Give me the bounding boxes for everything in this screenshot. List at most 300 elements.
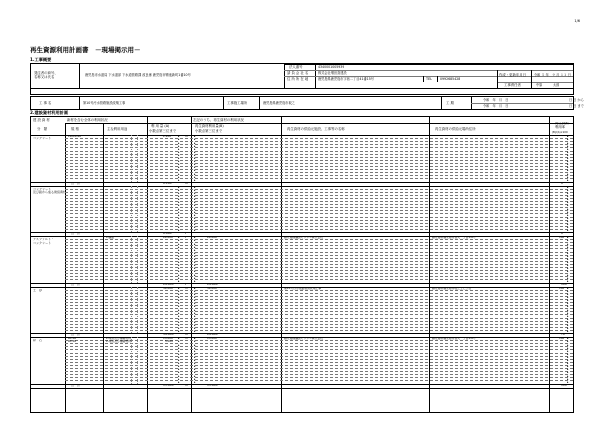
table-row [65,159,573,164]
unit-mark: ▸ [194,168,196,173]
table-row [65,324,573,325]
period-label: 工 期 [446,101,454,105]
unit-mark: ▸ [194,200,196,205]
unit-mark: ▸ [178,241,180,246]
unit-mark: ▸ [178,329,180,334]
unit-mark: ▸ [178,345,180,350]
unit-mark: ▸ [194,342,196,347]
client-value: 鹿児島市水道局 下水道部 下水道管路課 改良係 鹿児島市鴨池新町1番10号 [85,73,191,77]
second-row-use: 2.埋戻及び基礎材料 [106,340,132,344]
total-rate: 70 [561,333,565,337]
unit-mark: ▸ [194,209,196,214]
total-unit: m³ [185,333,190,337]
rate-mark: ▸ [567,146,569,151]
unit-mark: ▸ [178,146,180,151]
unit-mark: ▸ [194,370,196,375]
unit-mark: ▸ [178,222,180,226]
unit-mark: ▸ [178,367,180,372]
rate-mark: ▸ [567,292,569,296]
rate-mark: ▸ [567,364,569,369]
header-amount-precision: 小数点第三位まで [149,129,177,133]
unit-mark: ▸ [194,253,196,258]
unit-mark: ▸ [194,149,196,154]
unit-mark: ▸ [178,285,180,290]
unit-mark: ▸ [178,354,180,359]
unit-mark: ▸ [194,329,196,334]
rate-mark: ▸ [567,326,569,331]
table-row [65,154,573,155]
dotted-guide [137,287,138,334]
unit-mark: ▸ [194,177,196,182]
table-row [65,258,573,259]
unit-mark: ▸ [194,156,196,160]
unit-mark: ▸ [194,373,196,378]
table-row [65,141,573,142]
unit-mark: ▸ [194,364,196,369]
rate-mark: ▸ [567,370,569,375]
first-row-address: 鹿児島県鹿児島市喜入一丁目1-8号 [432,236,476,240]
period-to-end: 日 日 まで [569,104,584,108]
table-row [65,343,573,344]
first-row-rate: 100 [559,337,565,341]
unit-mark: ▸ [194,225,196,230]
unit-mark: ▸ [178,137,180,142]
unit-mark: ▸ [194,235,196,240]
unit-mark: ▸ [194,351,196,356]
unit-mark: ▸ [178,209,180,214]
project-overview-table [30,63,574,95]
tel-label: TEL [426,77,433,81]
unit-mark: ▸ [178,298,180,303]
rate-mark: ▸ [567,177,569,182]
table-row [65,290,573,291]
unit-mark: ▸ [178,247,180,252]
rate-mark: ▸ [567,266,569,271]
rate-mark: ▸ [567,358,569,362]
group-bottom [31,186,573,187]
unit-mark: ▸ [194,257,196,261]
total-rate: 100 [561,282,567,286]
site-manager-label: 工事責任者 [504,83,521,87]
total-amount: 0.100 [163,181,172,185]
rate-mark: ▸ [567,348,569,353]
tel-value: 0992685428 [440,77,461,81]
rate-mark: ▸ [567,313,569,318]
table-row [65,370,573,375]
rate-mark: ▸ [567,152,569,157]
unit-mark: ▸ [178,301,180,306]
rate-mark: ▸ [567,379,569,384]
table-row [65,361,573,366]
first-row-spec: RC-40 [68,337,77,341]
unit-mark: ▸ [194,304,196,309]
unit-mark: ▸ [194,165,196,170]
rate-mark: ▸ [567,137,569,142]
first-row-supplier: 第10号汚水管路施設改築工事 [284,286,322,290]
rate-mark: ▸ [567,165,569,170]
rate-mark: ▸ [567,316,569,321]
unit-mark: ▸ [178,313,180,318]
table-row [65,228,573,233]
unit-mark: ▸ [194,174,196,179]
rate-mark: ▸ [567,288,569,293]
unit-mark: ▸ [194,134,196,139]
unit-mark: ▸ [178,156,180,160]
table-row [65,272,573,277]
second-row-spec: RC-40 [68,340,77,344]
total-unit: m³ [185,181,190,185]
unit-mark: ▸ [178,206,180,211]
dotted-guide [131,337,132,384]
unit-mark: ▸ [178,361,180,366]
rate-mark: ▸ [567,323,569,327]
unit-mark: ▸ [194,379,196,384]
section2-heading: 2.建設資材利用計画 [30,110,69,115]
unit-mark: ▸ [178,253,180,258]
group-name: 砕 石 [33,339,43,342]
first-row-amount: 15.000 [163,337,173,341]
header-supplier: 再生資材の供給元施設、工事等の名称 [287,127,345,131]
header-amount: 利 用 量 (A) [151,124,170,128]
rate-mark: ▸ [567,203,569,208]
total-unit: t [185,232,187,236]
unit-mark: ▸ [178,260,180,265]
unit-mark: ▸ [178,134,180,139]
first-row-address: 鹿児島県鹿児島市喜入一丁目1-8号 [432,337,476,341]
unit-mark: ▸ [178,165,180,170]
unit-mark: ▸ [178,212,180,217]
unit-mark: ▸ [178,149,180,154]
unit-mark: ▸ [178,143,180,148]
contractor-value: 株式会社増田喜建設 [318,71,347,75]
unit-mark: ▸ [194,288,196,293]
rate-mark: ▸ [567,310,569,315]
rate-mark: ▸ [567,298,569,303]
table-row [65,329,573,334]
unit-mark: ▸ [194,197,196,202]
table-row [65,157,573,158]
first-row-unit: t [185,236,187,240]
group-name: アスファルト・ コンクリート [33,238,54,245]
rate-mark: ▸ [567,143,569,148]
unit-mark: ▸ [194,376,196,381]
table-row [65,301,573,306]
unit-mark: ▸ [194,250,196,255]
table-row [65,295,573,300]
rate-mark: ▸ [567,263,569,268]
rate-mark: ▸ [567,215,569,220]
unit-mark: ▸ [194,228,196,233]
first-row-rate: 100 [559,236,565,240]
table-row [65,244,573,249]
header-use: 主な利用用途 [107,127,128,131]
unit-mark: ▸ [178,266,180,271]
created-date-label: 作成・更新年月日 [499,73,527,77]
site-location-value: 鹿児島県鹿児島市坂之 [263,101,295,105]
unit-mark: ▸ [178,358,180,362]
table-row [65,255,573,256]
total-label: 合 計 [71,181,81,185]
table-row [65,364,573,369]
dotted-guide [137,337,138,384]
header-rate: 再生資源 利用率 [555,122,569,129]
rate-mark: ▸ [567,367,569,372]
unit-mark: ▸ [194,301,196,306]
unit-mark: ▸ [178,263,180,268]
unit-mark: ▸ [194,222,196,226]
group-name: 土 砂 [33,288,43,292]
unit-mark: ▸ [194,313,196,318]
unit-mark: ▸ [178,319,180,324]
total-recycled: 15.000 [207,383,218,387]
first-row-address: 鹿児島県鹿児島市坂之上七丁目 [432,286,472,290]
header-material: 建 設 資 材 [33,118,50,122]
header-divider [65,123,573,124]
rate-mark: ▸ [567,304,569,309]
unit-mark: ▸ [194,316,196,321]
rate-mark: ▸ [567,235,569,240]
rate-mark: ▸ [567,342,569,347]
unit-mark: ▸ [194,152,196,157]
first-row-recycled: 34.000 [207,286,217,290]
rate-mark: ▸ [567,159,569,164]
rate-mark: ▸ [567,241,569,246]
rate-mark: ▸ [567,319,569,324]
unit-mark: ▸ [178,159,180,164]
table-row [65,374,573,375]
header-class: 分 類 [37,127,48,131]
rate-mark: ▸ [567,149,569,154]
total-unit: m³ [185,383,190,387]
total-label: 合 計 [71,333,81,337]
rate-mark: ▸ [567,269,569,274]
table-row [65,242,573,243]
unit-mark: ▸ [178,218,180,223]
group-bottom [31,388,573,389]
unit-mark: ▸ [194,323,196,327]
unit-mark: ▸ [194,336,196,341]
unit-mark: ▸ [178,174,180,179]
table-row [65,293,573,294]
dotted-guide [137,236,138,283]
section1-heading: 1.工事概要 [30,57,52,62]
first-row-amount: 24.000 [163,236,173,240]
table-row [65,217,573,218]
registration-no-value: 4340001005939 [318,65,345,69]
rate-mark: ▸ [567,222,569,226]
first-row-spec: 21N-8-40 [68,135,82,139]
rate-mark: ▸ [567,307,569,312]
first-row-supplier: 鹿児島高舗装センター株式会社 [284,337,324,341]
unit-mark: ▸ [194,162,196,167]
table-row [65,252,573,253]
unit-mark: ▸ [194,339,196,344]
unit-mark: ▸ [194,361,196,366]
table-row [65,192,573,193]
table-row [65,241,573,246]
table-row [65,174,573,179]
total-row-top [31,384,573,385]
table-row [65,172,573,173]
rate-mark: ▸ [567,275,569,280]
rate-mark: ▸ [567,228,569,233]
table-row [65,308,573,309]
unit-mark: ▸ [178,295,180,300]
total-rate: 100 [561,383,567,387]
dotted-guide [137,186,138,233]
unit-mark: ▸ [194,285,196,290]
table-row [65,189,573,190]
unit-mark: ▸ [178,225,180,230]
unit-mark: ▸ [178,288,180,293]
unit-mark: ▸ [178,307,180,312]
rate-mark: ▸ [567,376,569,381]
rate-mark: ▸ [567,257,569,261]
total-recycled: 24.000 [207,282,218,286]
first-row-recycled: 24.000 [207,236,217,240]
total-label: 合 計 [71,232,81,236]
rate-mark: ▸ [567,187,569,192]
table-row [65,171,573,176]
rate-mark: ▸ [567,171,569,176]
unit-mark: ▸ [194,278,196,283]
table-row [65,220,573,221]
table-row [65,345,573,350]
rate-mark: ▸ [567,247,569,252]
rate-mark: ▸ [567,156,569,160]
table-row [65,260,573,265]
total-amount: 0.000 [163,232,172,236]
unit-mark: ▸ [178,326,180,331]
unit-mark: ▸ [194,206,196,211]
dotted-guide [131,135,132,182]
table-row [65,321,573,322]
table-row [65,275,573,280]
rate-mark: ▸ [567,244,569,249]
total-label: 合 計 [71,383,81,387]
first-row-rate: 100 [559,286,565,290]
unit-mark: ▸ [194,212,196,217]
unit-mark: ▸ [194,218,196,223]
unit-mark: ▸ [194,292,196,296]
header-usage: 新材を含む全体の利用状況 [67,118,108,122]
total-rate: 0 [561,232,563,236]
unit-mark: ▸ [178,257,180,261]
unit-mark: ▸ [194,238,196,243]
table-row [65,367,573,372]
table-row [65,353,573,354]
total-rate: 0 [561,181,563,185]
unit-mark: ▸ [178,244,180,249]
table-row [65,151,573,152]
rate-mark: ▸ [567,272,569,277]
rate-mark: ▸ [567,209,569,214]
unit-mark: ▸ [178,171,180,176]
unit-mark: ▸ [178,228,180,233]
unit-mark: ▸ [194,159,196,164]
unit-mark: ▸ [178,235,180,240]
table-row [65,207,573,208]
first-row-use: 2.埋戻及び基礎材料 [106,337,132,341]
unit-mark: ▸ [178,323,180,327]
unit-mark: ▸ [194,354,196,359]
table-row [65,143,573,148]
site-manager-given: 太郎 [553,83,560,87]
table-row [65,269,573,274]
rate-mark: ▸ [567,134,569,139]
unit-mark: ▸ [194,203,196,208]
rate-mark: ▸ [567,250,569,255]
rate-mark: ▸ [567,225,569,230]
dotted-guide [131,236,132,283]
unit-mark: ▸ [194,140,196,145]
unit-mark: ▸ [194,137,196,142]
unit-mark: ▸ [194,263,196,268]
unit-mark: ▸ [194,215,196,220]
rate-mark: ▸ [567,260,569,265]
first-row-unit: m³ [185,337,189,341]
unit-mark: ▸ [178,339,180,344]
total-amount: 15.000 [163,383,174,387]
header-recycled: 左記のうち、再生資材の利用状況 [193,118,244,122]
unit-mark: ▸ [194,272,196,277]
unit-mark: ▸ [194,298,196,303]
table-row [65,307,573,312]
unit-mark: ▸ [194,348,196,353]
unit-mark: ▸ [194,326,196,331]
address-label: 住 所 所 在 地 [287,77,309,81]
rate-mark: ▸ [567,336,569,341]
table-row [65,318,573,319]
period-from: 令和 年 月 日 [483,98,509,102]
rate-mark: ▸ [567,184,569,189]
unit-mark: ▸ [178,162,180,167]
unit-mark: ▸ [194,260,196,265]
table-row [65,194,573,199]
first-row-supplier: 鹿児島高舗装センター株式会社 [284,236,324,240]
table-row [65,203,573,208]
unit-mark: ▸ [178,152,180,157]
first-row-recycled: 15.000 [207,337,217,341]
unit-mark: ▸ [194,191,196,195]
total-amount: 34.000 [163,333,174,337]
table-row [65,356,573,357]
table-row [65,197,573,202]
rate-mark: ▸ [567,174,569,179]
rate-mark: ▸ [567,212,569,217]
table-row [65,373,573,378]
unit-mark: ▸ [194,358,196,362]
dotted-guide [137,135,138,182]
unit-mark: ▸ [178,269,180,274]
rate-mark: ▸ [567,238,569,243]
contractor-label: 請 負 会 社 名 [287,71,309,75]
rate-mark: ▸ [567,253,569,258]
unit-mark: ▸ [178,348,180,353]
first-row-unit: m³ [185,135,189,139]
table-row [65,266,573,271]
table-row [65,168,573,173]
table-row [65,140,573,145]
unit-mark: ▸ [178,373,180,378]
rate-mark: ▸ [567,168,569,173]
dotted-guide [131,186,132,233]
unit-mark: ▸ [178,351,180,356]
table-row [65,200,573,205]
unit-mark: ▸ [194,275,196,280]
total-label: 合 計 [71,282,81,286]
unit-mark: ▸ [194,269,196,274]
